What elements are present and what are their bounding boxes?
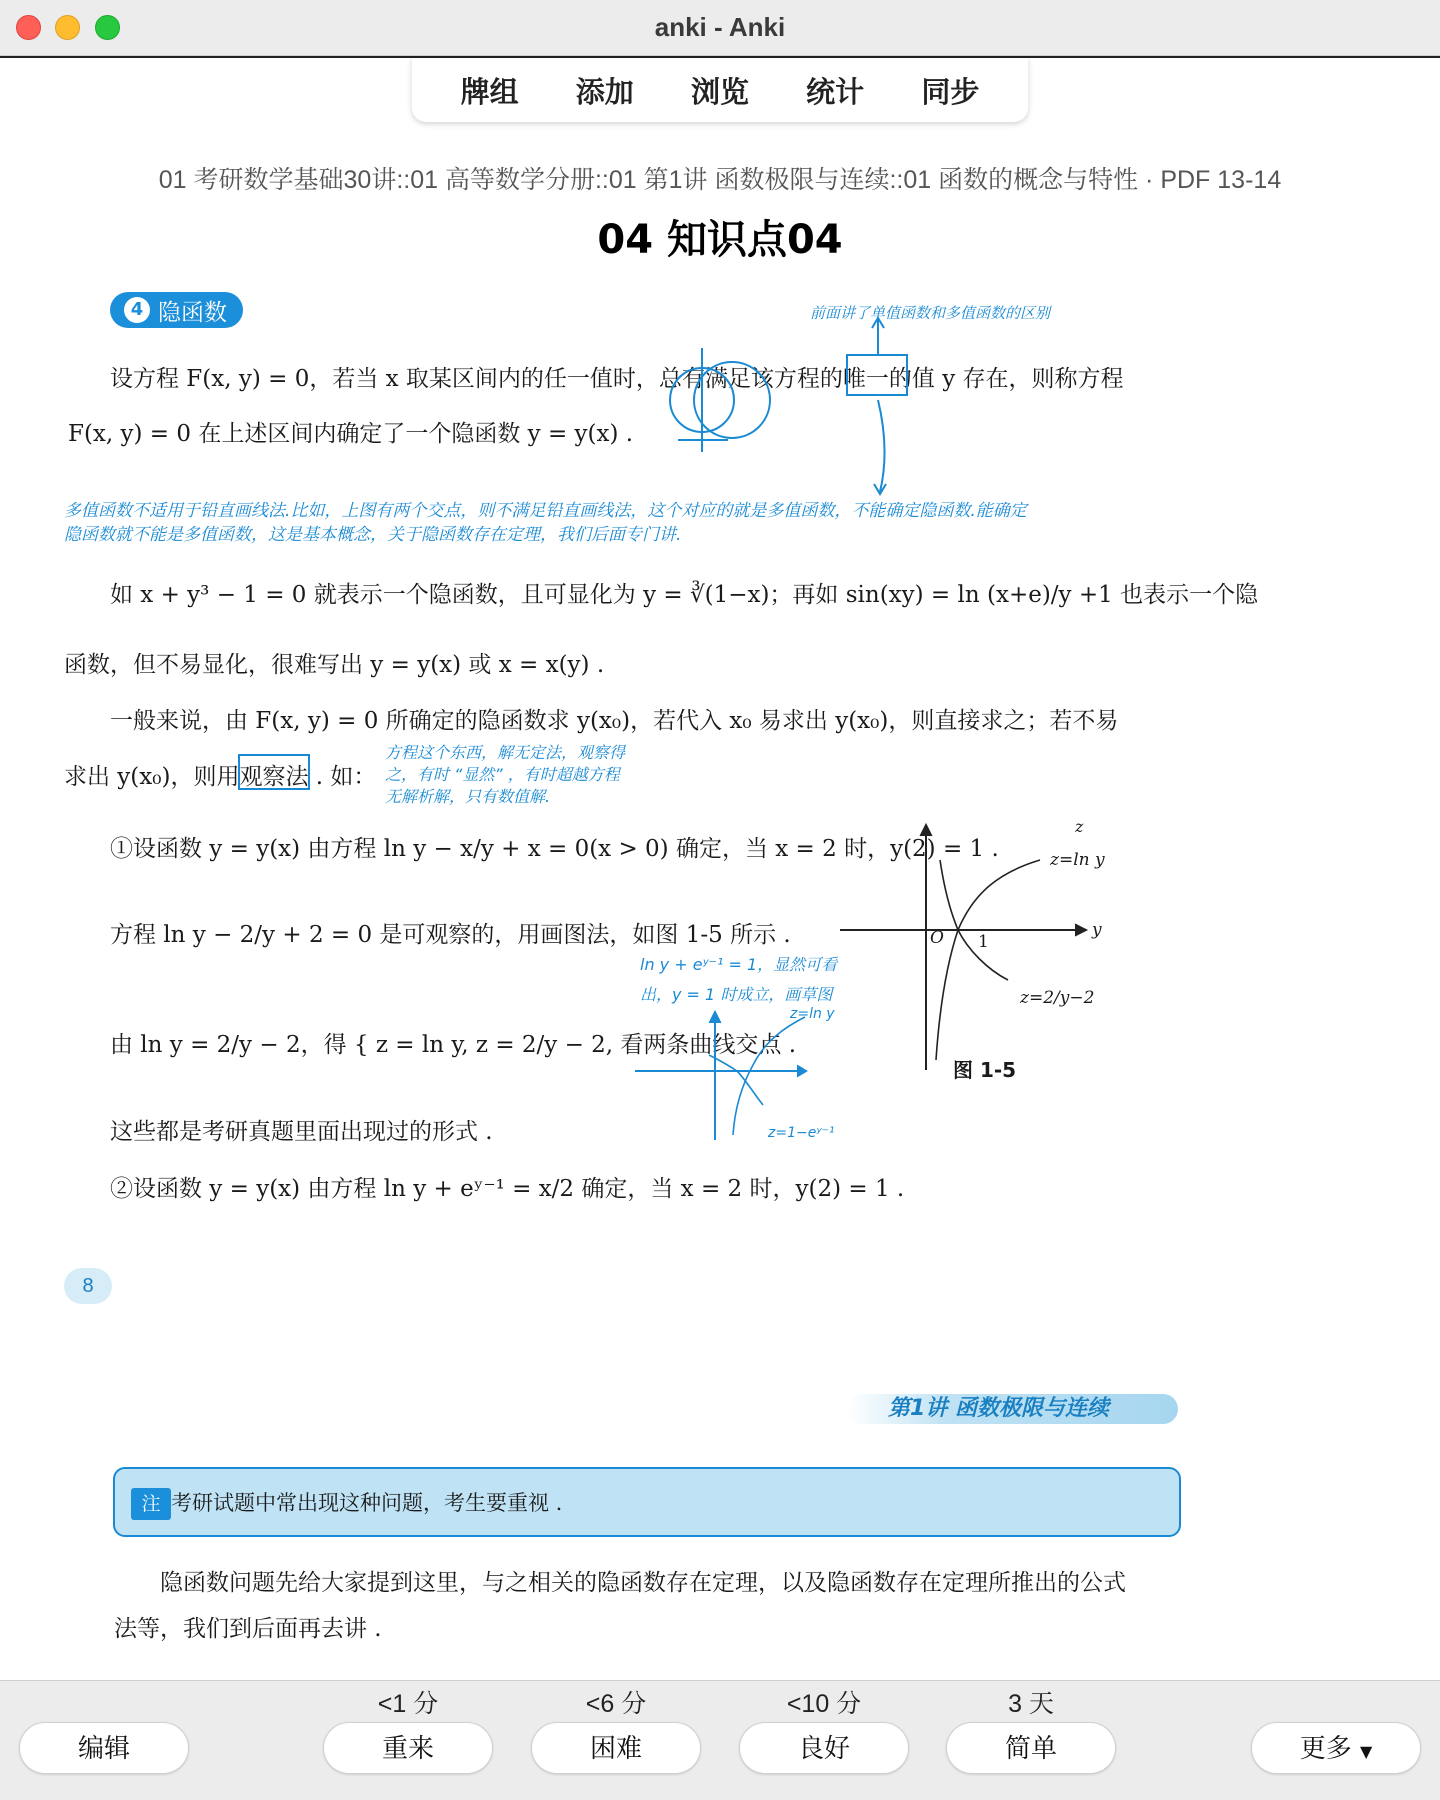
toolbar-decks[interactable]: 牌组 — [460, 74, 519, 109]
small-sketch-label-ln-y: z=ln y — [790, 1006, 835, 1022]
handwritten-note-multivalued-line2: 隐函数就不能是多值函数，这是基本概念，关于隐函数存在定理，我们后面专门讲. — [64, 525, 682, 545]
section-label: 隐函数 — [158, 299, 227, 326]
again-button[interactable]: 重来 — [323, 1722, 493, 1774]
lecture-header-tag: 第1讲 函数极限与连续 — [848, 1394, 1178, 1424]
window-title: anki - Anki — [654, 12, 786, 42]
paragraph-general-line2: 求出 y(x₀)，则用观察法 . 如： — [64, 764, 377, 790]
section-number: 4 — [124, 297, 150, 323]
more-button[interactable] — [1251, 1722, 1421, 1774]
small-sketch-label-exp: z=1−eʸ⁻¹ — [768, 1125, 835, 1141]
page-number: 8 — [64, 1268, 112, 1304]
edit-button[interactable]: 编辑 — [19, 1722, 189, 1774]
figure-label-one: 1 — [978, 932, 989, 952]
toolbar-add[interactable]: 添加 — [575, 74, 634, 109]
closing-paragraph-line2: 法等，我们到后面再去讲 . — [114, 1616, 382, 1642]
figure-caption: 图 1-5 — [953, 1058, 1017, 1082]
example-1-observation: 方程 ln y − 2/y + 2 = 0 是可观察的，用画图法，如图 1-5 所示 . — [110, 922, 791, 948]
answer-bar — [0, 1680, 1440, 1800]
figure-label-y-axis: y — [1092, 920, 1102, 940]
handwritten-note-observe-line3: 无解析解，只有数值解. — [385, 787, 551, 806]
more-button-label: 更多 — [1299, 1734, 1352, 1764]
toolbar-stats[interactable]: 统计 — [806, 74, 865, 109]
paragraph-example-line2: 函数，但不易显化，很难写出 y = y(x) 或 x = x(y) . — [64, 652, 605, 678]
paragraph-general-line1: 一般来说，由 F(x, y) = 0 所确定的隐函数求 y(x₀)，若代入 x₀ 易求出 y(x₀)，则直接求之；若不易 — [110, 708, 1119, 734]
small-sketch — [635, 1005, 895, 1155]
note-icon: 注 — [131, 1488, 171, 1520]
highlight-box-observation — [238, 754, 310, 790]
paragraph-definition-line1: 设方程 F(x, y) = 0，若当 x 取某区间内的任一值时，总有满足该方程的唯一的值 y 存在，则称方程 — [110, 366, 1124, 392]
interval-hard: <6 分 — [585, 1690, 647, 1718]
figure-label-2-over-y: z=2/y−2 — [1020, 988, 1095, 1008]
toolbar-sync[interactable]: 同步 — [921, 74, 980, 109]
interval-again: <1 分 — [377, 1690, 439, 1718]
card-title: 04 知识点04 — [597, 217, 843, 263]
handwritten-note-multivalued-line1: 多值函数不适用于铅直画线法.比如，上图有两个交点，则不满足铅直画线法，这个对应的就是多值函数，不能确定隐函数.能确定 — [64, 501, 1027, 521]
example-1-system: 由 ln y = 2/y − 2，得 { z = ln y, z = 2/y − 2, 看两条曲线交点 . — [110, 1032, 797, 1058]
handwritten-note-observe-line2: 之，有时 “显然” ，有时超越方程 — [385, 765, 620, 784]
exam-form-remark: 这些都是考研真题里面出现过的形式 . — [110, 1119, 493, 1145]
handwritten-note-observe-line1: 方程这个东西，解无定法，观察得 — [385, 743, 626, 762]
main-toolbar — [412, 58, 1028, 122]
window-titlebar — [0, 0, 1440, 56]
circles-sketch — [650, 300, 970, 500]
figure-label-z-axis: z — [1075, 817, 1084, 836]
dropdown-caret-icon: ▼ — [1359, 1742, 1373, 1761]
example-1-statement: ①设函数 y = y(x) 由方程 ln y − x/y + x = 0(x > 0) 确定，当 x = 2 时，y(2) = 1 . — [110, 836, 999, 862]
example-2-statement: ②设函数 y = y(x) 由方程 ln y + eʸ⁻¹ = x/2 确定，当 x = 2 时，y(2) = 1 . — [110, 1176, 905, 1202]
exam-note-callout — [113, 1467, 1181, 1537]
interval-easy: 3 天 — [1008, 1690, 1054, 1718]
handwritten-note-ex2-line2: 出，y = 1 时成立，画草图 — [640, 985, 833, 1004]
closing-paragraph-line1: 隐函数问题先给大家提到这里，与之相关的隐函数存在定理，以及隐函数存在定理所推出的公式 — [160, 1570, 1126, 1596]
handwritten-note-ex2-line1: ln y + eʸ⁻¹ = 1，显然可看 — [640, 955, 838, 974]
figure-label-origin: O — [930, 928, 944, 948]
callout-text: 考研试题中常出现这种问题，考生要重视 . — [171, 1491, 563, 1515]
card-document-image — [50, 270, 1259, 1650]
good-button[interactable]: 良好 — [739, 1722, 909, 1774]
figure-label-ln-y: z=ln y — [1050, 850, 1105, 870]
deck-path: 01 考研数学基础30讲::01 高等数学分册::01 第1讲 函数极限与连续::01 函数的概念与特性 · PDF 13-14 — [158, 166, 1282, 194]
toolbar-browse[interactable]: 浏览 — [690, 74, 749, 109]
paragraph-example-line1: 如 x + y³ − 1 = 0 就表示一个隐函数，且可显化为 y = ∛(1−x)；再如 sin(xy) = ln (x+e)/y +1 也表示一个隐 — [110, 582, 1259, 608]
section-badge — [110, 292, 243, 328]
handwritten-note-top: 前面讲了单值函数和多值函数的区别 — [810, 304, 1051, 322]
interval-good: <10 分 — [786, 1690, 862, 1718]
easy-button[interactable]: 简单 — [946, 1722, 1116, 1774]
paragraph-definition-line2: F(x, y) = 0 在上述区间内确定了一个隐函数 y = y(x) . — [68, 421, 634, 447]
hard-button[interactable]: 困难 — [531, 1722, 701, 1774]
